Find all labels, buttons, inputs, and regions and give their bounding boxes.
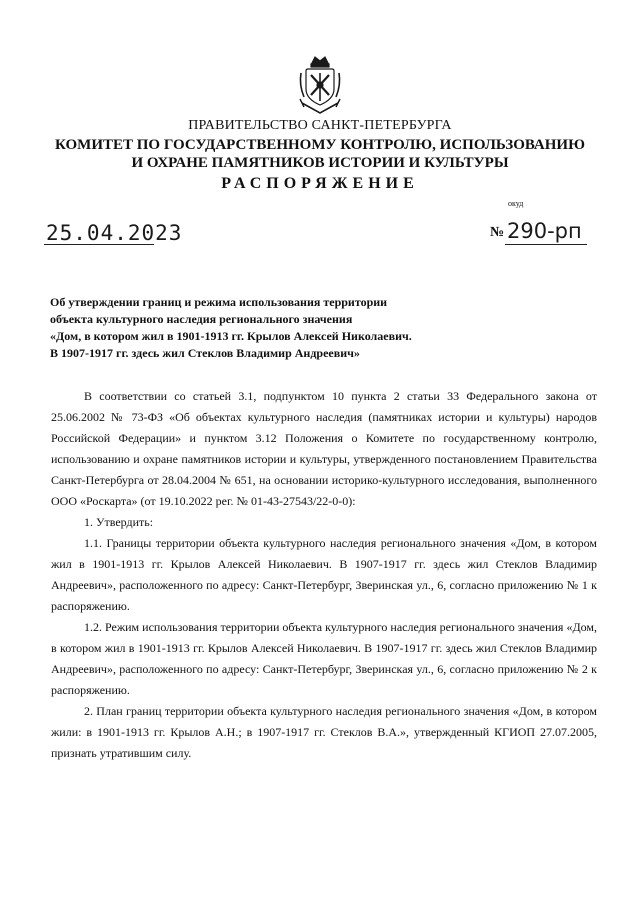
government-name: ПРАВИТЕЛЬСТВО САНКТ-ПЕТЕРБУРГА: [188, 118, 452, 133]
committee-name-line1: КОМИТЕТ ПО ГОСУДАРСТВЕННОМУ КОНТРОЛЮ, ИСПОЛЬЗОВАНИЮ: [55, 137, 585, 153]
committee-name-line2: И ОХРАНЕ ПАМЯТНИКОВ ИСТОРИИ И КУЛЬТУРЫ: [131, 155, 509, 171]
document-number: 290-рп: [507, 219, 582, 243]
document-date: 25.04.2023: [46, 221, 183, 245]
document-type: РАСПОРЯЖЕНИЕ: [221, 175, 419, 192]
document-subject: [50, 294, 470, 362]
subject-line: объекта культурного наследия регионального значения: [50, 312, 353, 326]
subject-line: Об утверждении границ и режима использования территории: [50, 295, 388, 309]
item-1-1: 1.1. Границы территории объекта культурного наследия регионального значения «Дом, в котором жил в 1901-1913 гг. Крылов Алексей Николаевич. В 1907-1917 гг. здесь жил Стеклов Владимир Андреевич», расположенного по адресу: Санкт-Петербург, Зверинская ул., 6, согласно приложению № 1 к распоряжению.: [51, 536, 597, 613]
item-2: 2. План границ территории объекта культурного наследия регионального значения «Дом, в котором жили: в 1901-1913 гг. Крылов А.Н.; в 1907-1917 гг. Стеклов В.А.», утвержденный КГИОП 27.07.2005, признать утратившим силу.: [51, 704, 597, 760]
okud-label: окуд: [508, 199, 524, 208]
subject-line: В 1907-1917 гг. здесь жил Стеклов Владимир Андреевич»: [50, 346, 360, 360]
number-underline: [505, 244, 587, 245]
subject-line: «Дом, в котором жил в 1901-1913 гг. Крылов Алексей Николаевич.: [50, 329, 412, 343]
number-label: №: [490, 225, 505, 240]
item-1: 1. Утвердить:: [84, 515, 154, 529]
preamble-paragraph: В соответствии со статьей 3.1, подпунктом 10 пункта 2 статьи 33 Федерального закона от 25.06.2002 № 73-ФЗ «Об объектах культурного наследия (памятниках истории и культуры) народов Российской Федерации» и пунктом 3.12 Положения о Комитете по государственному контролю, использованию и охране памятников истории и культуры, утвержденного постановлением Правительства Санкт-Петербурга от 28.04.2004 № 651, на основании историко-культурного исследования, выполненного ООО «Роскарта» (от 19.10.2022 рег. № 01-43-27543/22-0-0):: [51, 389, 597, 508]
committee-name: [0, 136, 640, 172]
date-underline: [44, 244, 154, 245]
item-1-2: 1.2. Режим использования территории объекта культурного наследия регионального значения «Дом, в котором жил в 1901-1913 гг. Крылов Алексей Николаевич. В 1907-1917 гг. здесь жил Стеклов Владимир Андреевич», расположенного по адресу: Санкт-Петербург, Зверинская ул., 6, согласно приложению № 2 к распоряжению.: [51, 620, 597, 697]
document-body: [51, 386, 597, 764]
coat-of-arms-icon: [298, 55, 342, 117]
